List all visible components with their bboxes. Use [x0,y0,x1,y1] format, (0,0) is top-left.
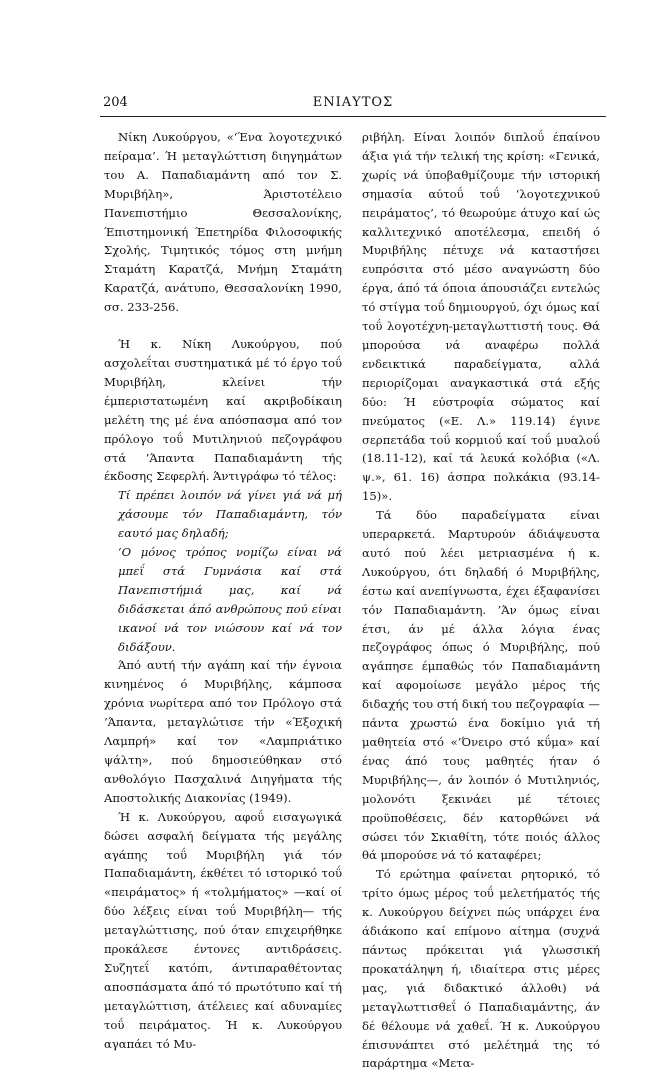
quote-paragraph: ‘Ο μόνος τρόπος νομίζω είναι νά μπεΐ στά Γυμνάσια καί στά Πανεπιστήμιά μας, καί νά διδάσκεται άπό ανθρώπους πού είναι ικανοί νά τον νιώσουν καί νά τον διδάξουν. [118,545,342,654]
body-paragraph: Τά δύο παραδείγματα είναι υπεραρκετά. Μαρτυρούν άδιάψευστα αυτό πού λέει μετριασμένα ή κ. Λυκούργου, ότι δηλαδή ό Μυριβήλης, έστω καί ανεπίγνωστα, έχει έξαφανίσει τόν Παπαδιαμάντη. ’Άν όμως είναι έτσι, άν μέ άλλα λόγια ένας πεζογράφος όπως ό Μυριβήλης, πού αγάπησε έμπαθώς τόν Παπαδιαμάντη καί αφομοίωσε μεγάλο μέρος τής διδαχής του στή δική του πεζογραφία —πάντα χρωστώ ένα δοκίμιο γιά τή μαθητεία στό «’Όνειρο στό κΰμα» καί ένας άπό τους μαθητές ήταν ό Μυριβήλης—, άν λοιπόν ό Μυτιληνιός, μολονότι ξεκινάει μέ τέτοιες προϋποθέσεις, δέν κατορθώνει νά σώσει τόν Σκιαθίτη, τότε ποιός άλλος θά μπορούσε νά τό καταφέρει; [362,508,600,863]
body-paragraph: Ή κ. Νίκη Λυκούργου, πού ασχολεΐται συστηματικά μέ τό έργο τοΰ Μυριβήλη, κλείνει τήν έμπεριστατωμένη καί ακριβοδίκαιη μελέτη της μέ ένα απόσπασμα από τον πρόλογο τοΰ Μυτιληνιού πεζογράφου στά ’Άπαντα Παπαδιαμάντη τής έκδοσης Σεφερλή. Άντιγράφω τό τέλος: [104,337,342,484]
header-rule [100,116,606,117]
running-title: ΕΝΙΑΥΤΟΣ [312,95,394,110]
quote-paragraph: Τί πρέπει λοιπόν νά γίνει γιά νά μή χάσουμε τόν Παπαδιαμάντη, τόν εαυτό μας δηλαδή; [118,488,342,541]
citation-paragraph: Νίκη Λυκούργου, «‘Ένα λογοτεχνικό πείραμα’. Ή μεταγλώττιση διηγημάτων του Α. Παπαδιαμάντη από τον Σ. Μυριβήλη», Άριστοτέλειο Πανεπιστήμιο Θεσσαλονίκης, Έπιστημονική Έπετηρίδα Φιλοσοφικής Σχολής, Τιμητικός τόμος στη μνήμη Σταμάτη Καρατζά, Μνήμη Σταμάτη Καρατζά, ανάτυπο, Θεσσαλονίκη 1990, σσ. 233-256. [104,130,342,315]
right-column [362,128,600,1073]
body-paragraph: ριβήλη. Είναι λοιπόν διπλοΰ έπαίνου άξια γιά τήν τελική της κρίση: «Γενικά, χωρίς νά ύποβαθμίζουμε τήν ιστορική σημασία αύτοΰ τοΰ ‘λογοτεχνικού πειράματος’, τό θεωρούμε άτυχο καί ώς καλλιτεχνικό αποτέλεσμα, επειδή ό Μυριβήλης πέτυχε νά καταστήσει ευπρόσιτα στό μέσο αναγνώστη δύο έργα, άπό τά όποια άπουσιάζει εντελώς τό στίγμα τοΰ δημιουργού, όχι όμως καί τοΰ λογοτέχνη-μεταγλωττιστή τους. Θά μπορούσα νά αναφέρω πολλά ενδεικτικά παραδείγματα, αλλά περιορίζομαι αναγκαστικά στά εξής δύο: Ή εύστροφία σώματος καί πνεύματος («Ε. Λ.» 119.14) έγινε σερπετάδα τοΰ κορμιοΰ καί τοΰ μυαλοΰ (18.11-12), καί τά λευκά κολόβια («Λ. ψ.», 61. 16) άσπρα πολκάκια (93.14-15)». [362,130,600,504]
body-paragraph: Τό ερώτημα φαίνεται ρητορικό, τό τρίτο όμως μέρος τοΰ μελετήματός τής κ. Λυκούργου δείχνει πώς υπάρχει ένα άδιάκοπο καί επίμονο αίτημα (συχνά πάντως πρόκειται γιά γλωσσική προκατάληψη ή, ιδιαίτερα στις μέρες μας, γιά διδακτικό άλλοθι) νά μεταγλωττισθεΐ ό Παπαδιαμάντης, άν δέ θέλουμε νά χαθεΐ. Ή κ. Λυκούργου έπισυνάπτει στό μελέτημά της τό παράρτημα «Μετα- [362,867,600,1071]
left-column [104,128,342,1054]
page-number: 204 [103,95,128,110]
body-paragraph: Άπό αυτή τήν αγάπη καί τήν έγνοια κινημένος ό Μυριβήλης, κάμποσα χρόνια νωρίτερα από τον Πρόλογο στά ’Άπαντα, μεταγλώτισε τήν «Έξοχική Λαμπρή» καί τον «Λαμπριάτικο ψάλτη», πού δημοσιεύθηκαν στό ανθολόγιο Πασχαλινά Διηγήματα τής Αποστολικής Διακονίας (1949). [104,658,342,805]
paragraph-gap [104,317,342,335]
page-header [103,95,603,117]
body-paragraph: Ή κ. Λυκούργου, αφοΰ εισαγωγικά δώσει ασφαλή δείγματα τής μεγάλης αγάπης τοΰ Μυριβήλη γιά τόν Παπαδιαμάντη, έκθέτει τό ιστορικό τοΰ «πειράματος» ή «τολμήματος» —καί οί δύο λέξεις είναι τοΰ Μυριβήλη— τής μεταγλώττισης, πού όταν επιχειρήθηκε προκάλεσε έντονες αντιδράσεις. Συζητεΐ κατόπι, άντιπαραθέτοντας αποσπάσματα άπό τό πρωτότυπο καί τή μεταγλώττιση, άτέλειες καί αδυναμίες τοΰ πειράματος. Ή κ. Λυκούργου αγαπάει τό Μυ- [104,809,342,1051]
